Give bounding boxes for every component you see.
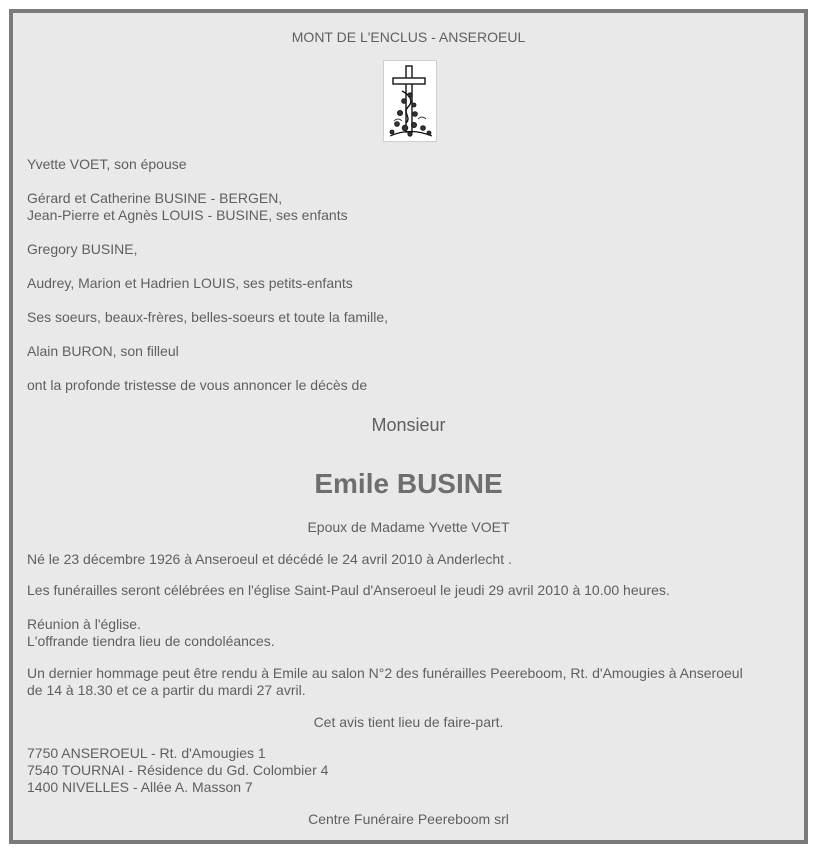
address-line: 1400 NIVELLES - Allée A. Masson 7 xyxy=(27,779,253,795)
tribute-line-2: de 14 à 18.30 et ce a partir du mardi 27 avril. xyxy=(27,682,306,698)
company-footer: Centre Funéraire Peereboom srl xyxy=(308,811,509,827)
tribute-line-1: Un dernier hommage peut être rendu à Emile au salon N°2 des funérailles Peereboom, Rt. d'Amougies à Anseroeul xyxy=(27,665,743,681)
funeral-line: Les funérailles seront célébrées en l'église Saint-Paul d'Anseroeul le jeudi 29 avril 2010 à 10.00 heures. xyxy=(27,582,670,598)
cross-with-flowers-icon xyxy=(383,60,437,142)
siblings-line: Ses soeurs, beaux-frères, belles-soeurs et toute la famille, xyxy=(27,309,389,325)
notice-line: Cet avis tient lieu de faire-part. xyxy=(313,714,504,730)
reunion-line-2: L'offrande tiendra lieu de condoléances. xyxy=(27,633,275,649)
address-line: 7750 ANSEROEUL - Rt. d'Amougies 1 xyxy=(27,745,266,761)
reunion-line-1: Réunion à l'église. xyxy=(27,616,141,632)
spouse-line: Yvette VOET, son épouse xyxy=(27,156,187,172)
deceased-name: Emile BUSINE xyxy=(314,468,503,499)
grandchildren-line: Audrey, Marion et Hadrien LOUIS, ses petits-enfants xyxy=(27,275,353,291)
deceased-title: Monsieur xyxy=(371,415,446,435)
address-line: 7540 TOURNAI - Résidence du Gd. Colombier 4 xyxy=(27,762,329,778)
godson-line: Alain BURON, son filleul xyxy=(27,343,179,359)
children-line-2: Jean-Pierre et Agnès LOUIS - BUSINE, ses enfants xyxy=(27,207,348,223)
birth-death-line: Né le 23 décembre 1926 à Anseroeul et décédé le 24 avril 2010 à Anderlecht . xyxy=(27,551,512,567)
location-header: MONT DE L'ENCLUS - ANSEROEUL xyxy=(291,29,526,45)
obituary-card xyxy=(9,9,808,844)
spouse-of-line: Epoux de Madame Yvette VOET xyxy=(307,519,510,535)
grandchild-line: Gregory BUSINE, xyxy=(27,241,138,257)
children-line-1: Gérard et Catherine BUSINE - BERGEN, xyxy=(27,190,283,206)
announcement-line: ont la profonde tristesse de vous annoncer le décès de xyxy=(27,377,368,393)
